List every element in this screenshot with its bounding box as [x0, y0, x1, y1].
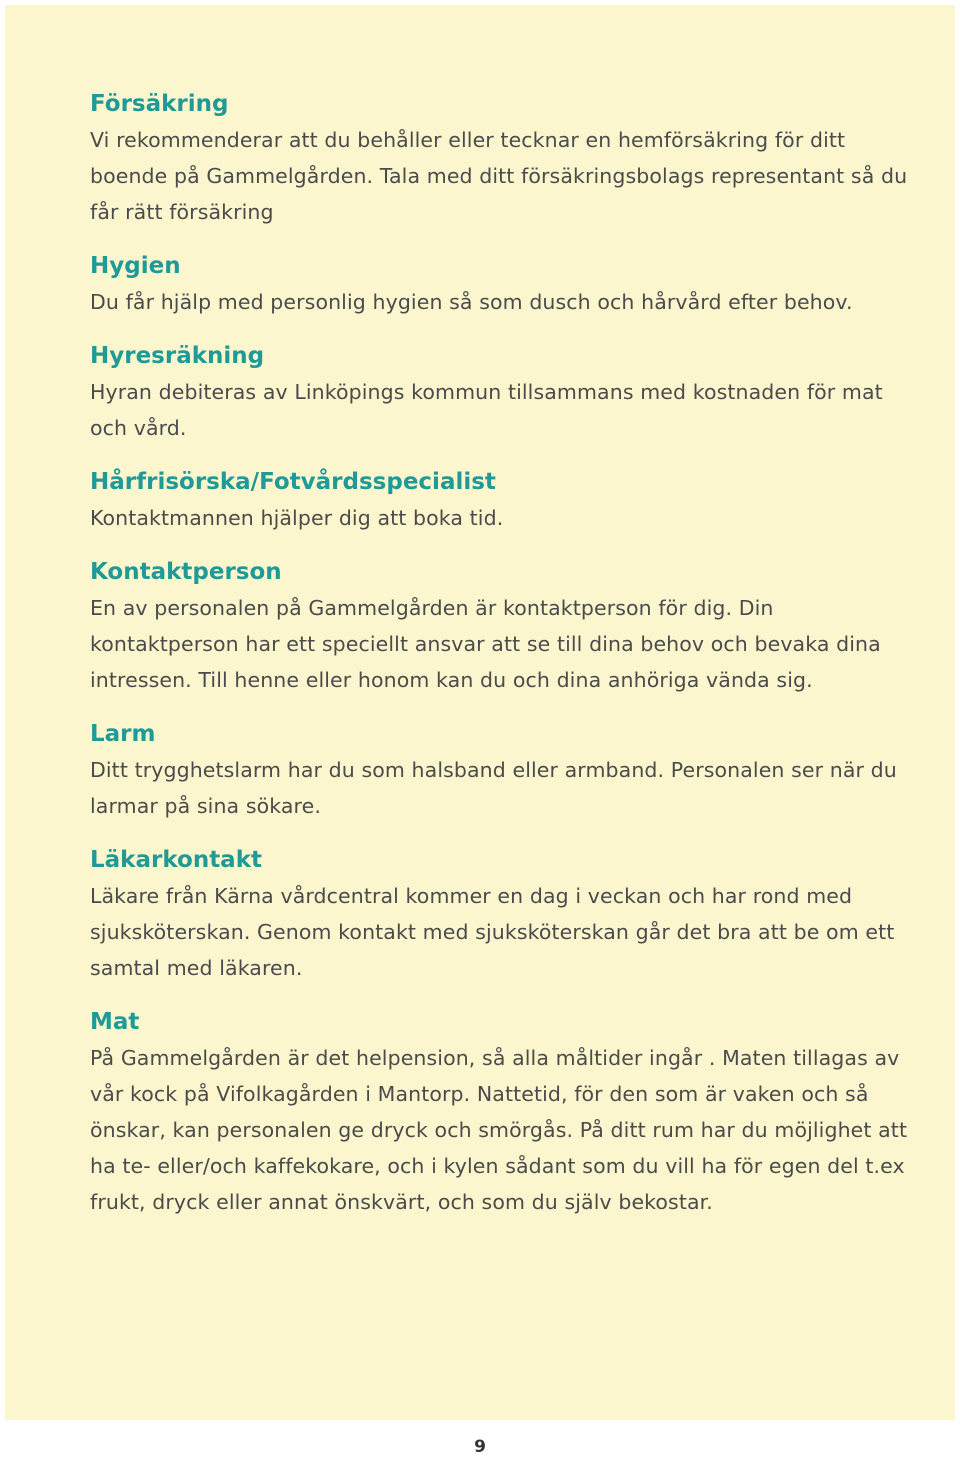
section-body: Vi rekommenderar att du behåller eller tecknar en hemförsäkring för ditt boende på Gammelgården. Tala med ditt försäkringsbolags representant så du får rätt försäkring: [90, 128, 908, 224]
section-body: Ditt trygghetslarm har du som halsband eller armband. Personalen ser när du larmar på sina sökare.: [90, 758, 897, 818]
section-forsakring: [90, 86, 910, 230]
section-body: På Gammelgården är det helpension, så alla måltider ingår . Maten tillagas av vår kock på Vifolkagården i Mantorp. Nattetid, för den som är vaken och så önskar, kan personalen ge dryck och smörgås. På ditt rum har du möjlighet att ha te- eller/och kaffekokare, och i kylen sådant som du vill ha för egen del t.ex frukt, dryck eller annat önskvärt, och som du själv bekostar.: [90, 1046, 908, 1214]
section-heading: Kontaktperson: [90, 559, 282, 585]
section-body: Du får hjälp med personlig hygien så som dusch och hårvård efter behov.: [90, 290, 853, 314]
section-heading: Försäkring: [90, 91, 229, 117]
section-heading: Hårfrisörska/Fotvårdsspecialist: [90, 469, 496, 495]
section-body: Läkare från Kärna vårdcentral kommer en dag i veckan och har rond med sjuksköterskan. Genom kontakt med sjuksköterskan går det bra att be om ett samtal med läkaren.: [90, 884, 895, 980]
section-body: En av personalen på Gammelgården är kontaktperson för dig. Din kontaktperson har ett speciellt ansvar att se till dina behov och bevaka dina intressen. Till henne eller honom kan du och dina anhöriga vända sig.: [90, 596, 881, 692]
section-mat: [90, 1004, 910, 1220]
section-body: Kontaktmannen hjälper dig att boka tid.: [90, 506, 504, 530]
section-hyresrakning: [90, 338, 910, 446]
section-hygien: [90, 248, 910, 320]
section-lakarkontakt: [90, 842, 910, 986]
page-number: 9: [474, 1437, 486, 1457]
section-larm: [90, 716, 910, 824]
section-heading: Larm: [90, 721, 156, 747]
section-harfrisorska: [90, 464, 910, 536]
document-content: [90, 86, 910, 1238]
section-heading: Hyresräkning: [90, 343, 265, 369]
section-heading: Mat: [90, 1009, 140, 1035]
section-body: Hyran debiteras av Linköpings kommun tillsammans med kostnaden för mat och vård.: [90, 380, 883, 440]
section-heading: Läkarkontakt: [90, 847, 262, 873]
section-kontaktperson: [90, 554, 910, 698]
section-heading: Hygien: [90, 253, 181, 279]
